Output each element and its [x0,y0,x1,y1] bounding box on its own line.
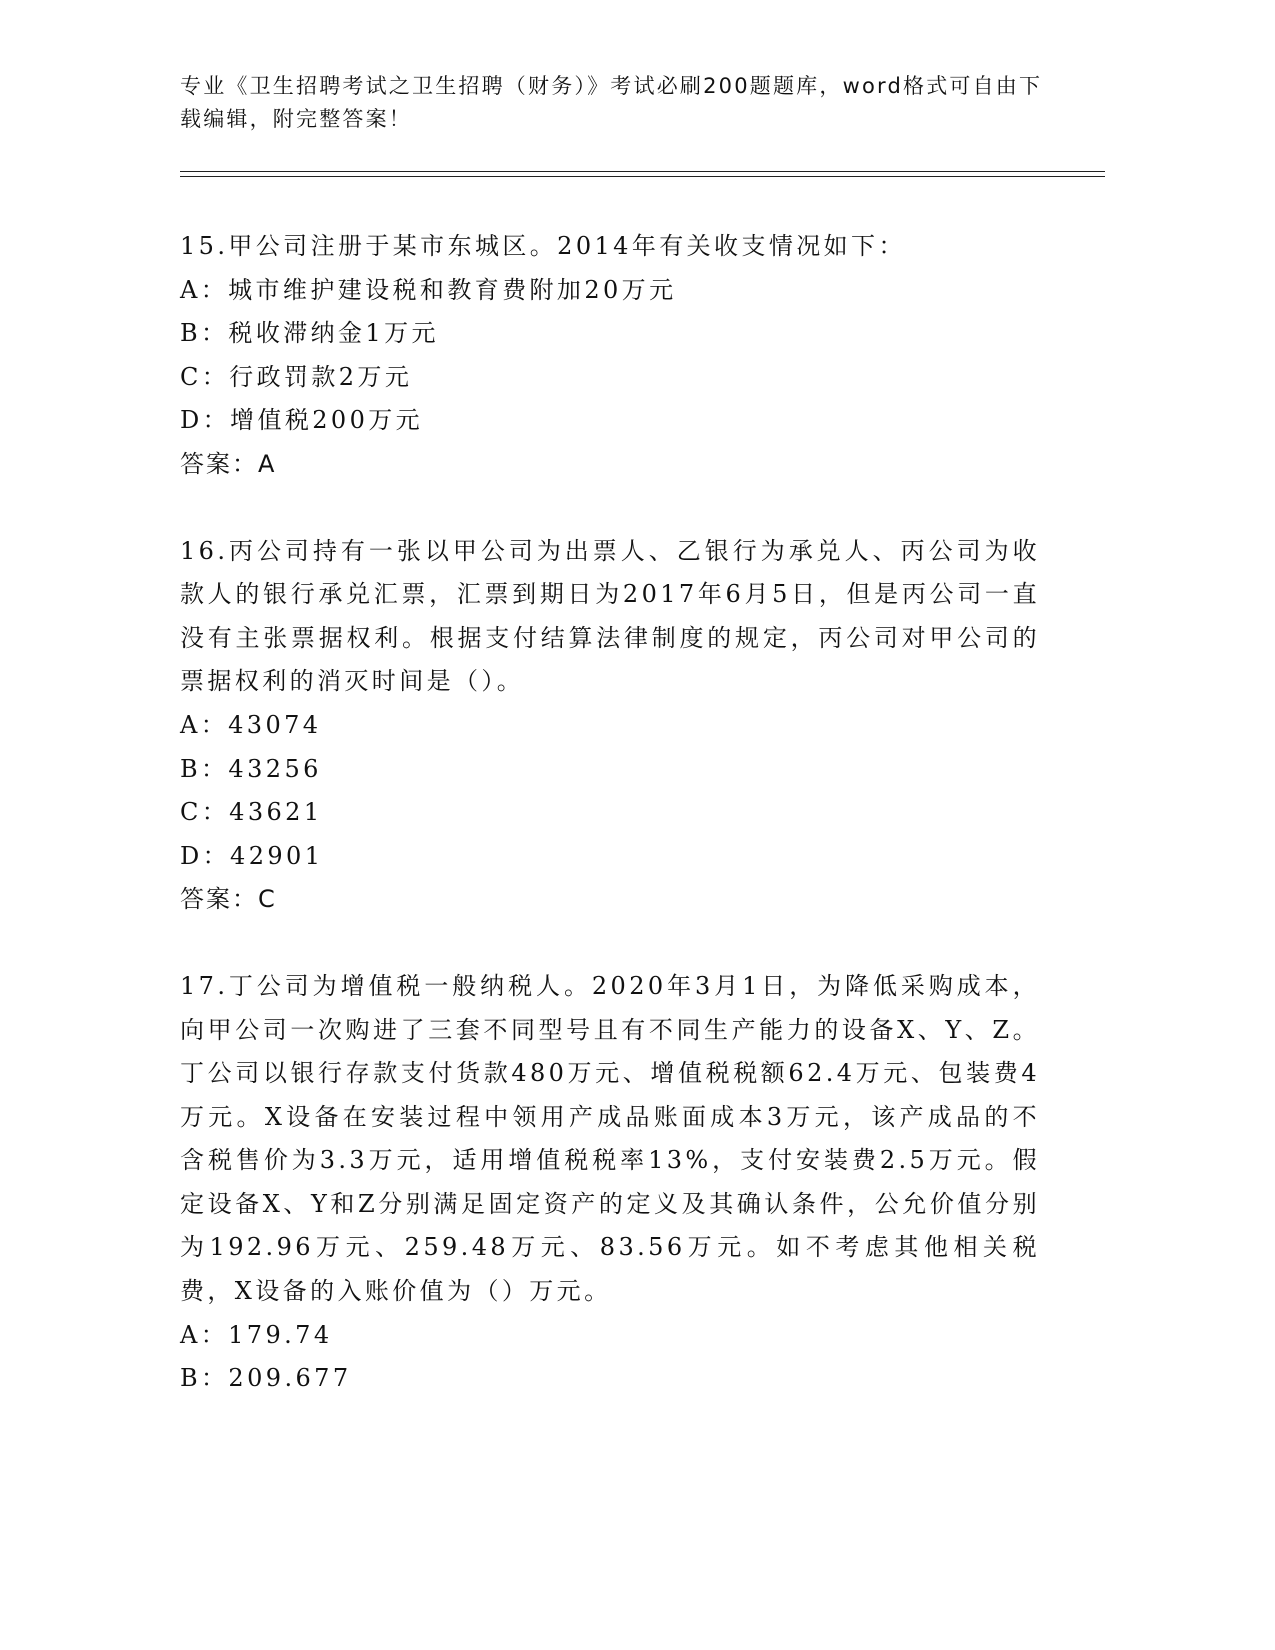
question-17 [180,965,1040,1401]
option-a: A：179.74 [180,1320,333,1349]
document-header [180,70,1050,136]
option-b: B：43256 [180,754,322,783]
header-divider-top [180,171,1105,172]
option-d: D：增值税200万元 [180,406,424,435]
option-d: D：42901 [180,841,324,870]
question-text: 16.丙公司持有一张以甲公司为出票人、乙银行为承兑人、丙公司为收款人的银行承兑汇票，汇票到期日为2017年6月5日，但是丙公司一直没有主张票据权利。根据支付结算法律制度的规定，丙公司对甲公司的票据权利的消灭时间是（）。 [180,536,1040,696]
header-divider-bottom [180,176,1105,177]
option-a: A：43074 [180,710,322,739]
answer: 答案：C [180,885,277,914]
question-text: 15.甲公司注册于某市东城区。2014年有关收支情况如下： [180,232,906,260]
option-b: B：税收滞纳金1万元 [180,319,439,348]
option-c: C：43621 [180,798,323,827]
question-list [180,225,1040,1444]
option-b: B：209.677 [180,1364,352,1393]
option-a: A：城市维护建设税和教育费附加20万元 [180,275,677,304]
option-c: C：行政罚款2万元 [180,362,413,391]
question-text: 17.丁公司为增值税一般纳税人。2020年3月1日，为降低采购成本，向甲公司一次购进了三套不同型号且有不同生产能力的设备X、Y、Z。丁公司以银行存款支付货款480万元、增值税税额62.4万元、包装费4万元。X设备在安装过程中领用产成品账面成本3万元，该产成品的不含税售价为3.3万元，适用增值税税率13%，支付安装费2.5万元。假定设备X、Y和Z分别满足固定资产的定义及其确认条件，公允价值分别为192.96万元、259.48万元、83.56万元。如不考虑其他相关税费，X设备的入账价值为（）万元。 [180,971,1040,1306]
question-16 [180,530,1040,922]
header-text: 专业《卫生招聘考试之卫生招聘（财务）》考试必刷200题题库，word格式可自由下载编辑，附完整答案！ [180,74,1043,131]
question-15 [180,225,1040,487]
answer: 答案：A [180,449,277,478]
